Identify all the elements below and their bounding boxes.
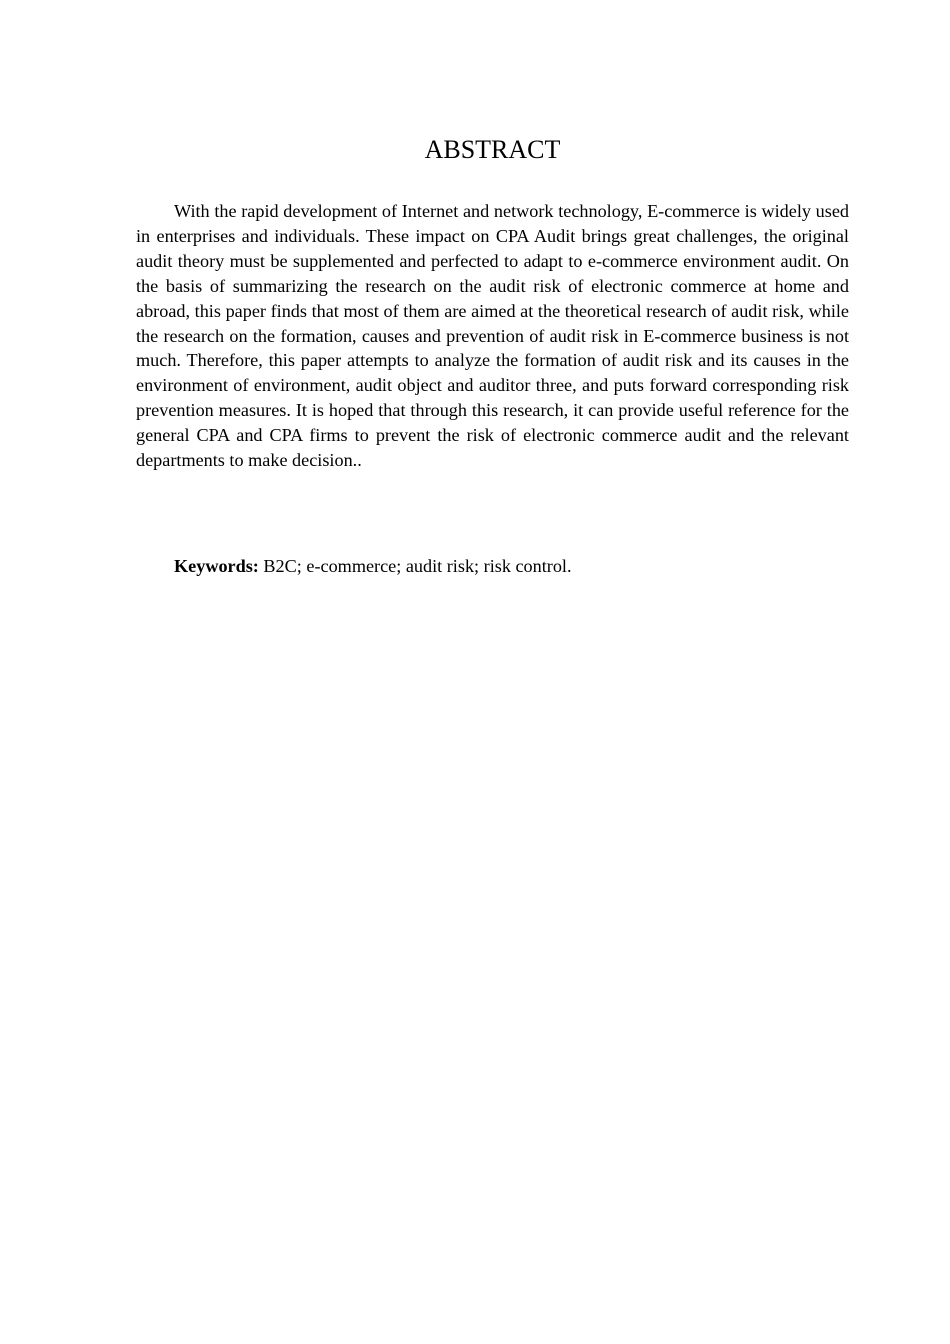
keywords-line [174,554,849,579]
keywords-label: Keywords: [174,556,259,576]
keywords-list: B2C; e-commerce; audit risk; risk control. [258,556,572,576]
abstract-title: ABSTRACT [424,135,561,164]
abstract-paragraph: With the rapid development of Internet and network technology, E-commerce is widely used in enterprises and individuals. These impact on CPA Audit brings great challenges, the original audit theory must be supplemented and perfected to adapt to e-commerce environment audit. On the basis of summarizing the research on the audit risk of electronic commerce at home and abroad, this paper finds that most of them are aimed at the theoretical research of audit risk, while the research on the formation, causes and prevention of audit risk in E-commerce business is not much. Therefore, this paper attempts to analyze the formation of audit risk and its causes in the environment of environment, audit object and auditor three, and puts forward corresponding risk prevention measures. It is hoped that through this research, it can provide useful reference for the general CPA and CPA firms to prevent the risk of electronic commerce audit and the relevant departments to make decision.. [136,201,849,471]
